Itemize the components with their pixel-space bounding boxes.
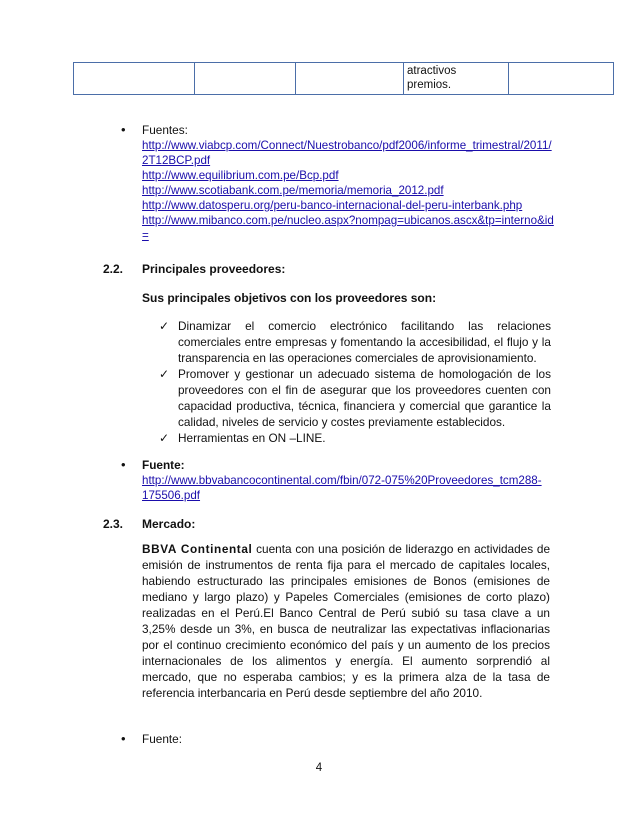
source-link[interactable]: http://www.scotiabank.com.pe/memoria/memoria_2012.pdf xyxy=(142,184,444,197)
table-cell xyxy=(195,63,296,95)
section-title: Mercado: xyxy=(142,517,196,531)
section-number: 2.3. xyxy=(103,517,124,531)
table-cell xyxy=(74,63,195,95)
bullet-icon: • xyxy=(121,122,126,137)
company-name: BBVA Continental xyxy=(142,542,253,556)
market-paragraph xyxy=(142,541,550,701)
source-link[interactable]: http://www.mibanco.com.pe/nucleo.aspx?nompag=ubicanos.ascx&tp=interno&id xyxy=(142,214,554,227)
source-link[interactable]: 175506.pdf xyxy=(142,489,201,502)
source-link[interactable]: = xyxy=(142,229,149,242)
checkmark-icon: ✓ xyxy=(159,319,170,333)
list-item xyxy=(159,318,551,366)
table-cell xyxy=(296,63,404,95)
source-link[interactable]: http://www.bbvabancocontinental.com/fbin/072-075%20Proveedores_tcm288- xyxy=(142,474,542,487)
table-cell-line: premios. xyxy=(407,79,452,91)
paragraph-text: cuenta con una posición de liderazgo en actividades de emisión de instrumentos de renta fija para el mercado de capitales locales, habiendo estructurado las principales emisiones de Bonos (emisiones de mediano y largo plazo) y Papeles Comerciales (emisiones de corto plazo) realizadas en el Perú.El Banco Central de Perú subió su tasa clave a un 3,25% desde un 3%, en busca de neutralizar las expectativas inflacionarias por el continuo crecimiento económico del país y un aumento de los precios internacionales de los alimentos y energía. El aumento sorprendió al mercado, que no esperaba cambios; y es la primera alza de la tasa de referencia interbancaria en Perú desde septiembre del año 2010. xyxy=(142,542,551,700)
source-link[interactable]: http://www.datosperu.org/peru-banco-internacional-del-peru-interbank.php xyxy=(142,199,523,212)
table-cell xyxy=(509,63,614,95)
list-item xyxy=(159,430,551,446)
checkmark-icon: ✓ xyxy=(159,367,170,381)
checkmark-icon: ✓ xyxy=(159,431,170,445)
section-title: Principales proveedores: xyxy=(142,262,286,276)
list-item xyxy=(159,366,551,430)
source-label: Fuente: xyxy=(142,732,183,746)
objectives-list xyxy=(159,318,551,446)
table-fragment xyxy=(73,62,614,95)
table-row xyxy=(74,63,614,95)
source-link[interactable]: http://www.equilibrium.com.pe/Bcp.pdf xyxy=(142,169,339,182)
section-number: 2.2. xyxy=(103,262,124,276)
source-link[interactable]: http://www.viabcp.com/Connect/Nuestrobanco/pdf2006/informe_trimestral/2011/ xyxy=(142,139,552,152)
list-item-text: Herramientas en ON –LINE. xyxy=(178,431,326,445)
list-item-text: Promover y gestionar un adecuado sistema de homologación de los proveedores con el fin de asegurar que los proveedores cuenten con capacidad productiva, técnica, financiera y comercial que garantice la calidad, niveles de servicio y costes previamente establecidos. xyxy=(178,367,551,429)
source-link[interactable]: 2T12BCP.pdf xyxy=(142,154,211,167)
section-subtitle: Sus principales objetivos con los proveedores son: xyxy=(142,291,437,305)
source-links xyxy=(142,473,542,503)
sources-label: Fuentes: xyxy=(142,123,188,137)
bullet-icon: • xyxy=(121,457,126,472)
table-cell-text xyxy=(404,63,509,95)
table-cell-line: atractivos xyxy=(407,65,457,77)
bullet-icon: • xyxy=(121,731,126,746)
sources-links xyxy=(142,138,554,243)
list-item-text: Dinamizar el comercio electrónico facilitando las relaciones comerciales entre empresas y fomentando la accesibilidad, el flujo y la transparencia en las operaciones comerciales de aprovisionamiento. xyxy=(178,319,551,365)
source-label: Fuente: xyxy=(142,458,185,472)
page-number: 4 xyxy=(315,762,323,774)
